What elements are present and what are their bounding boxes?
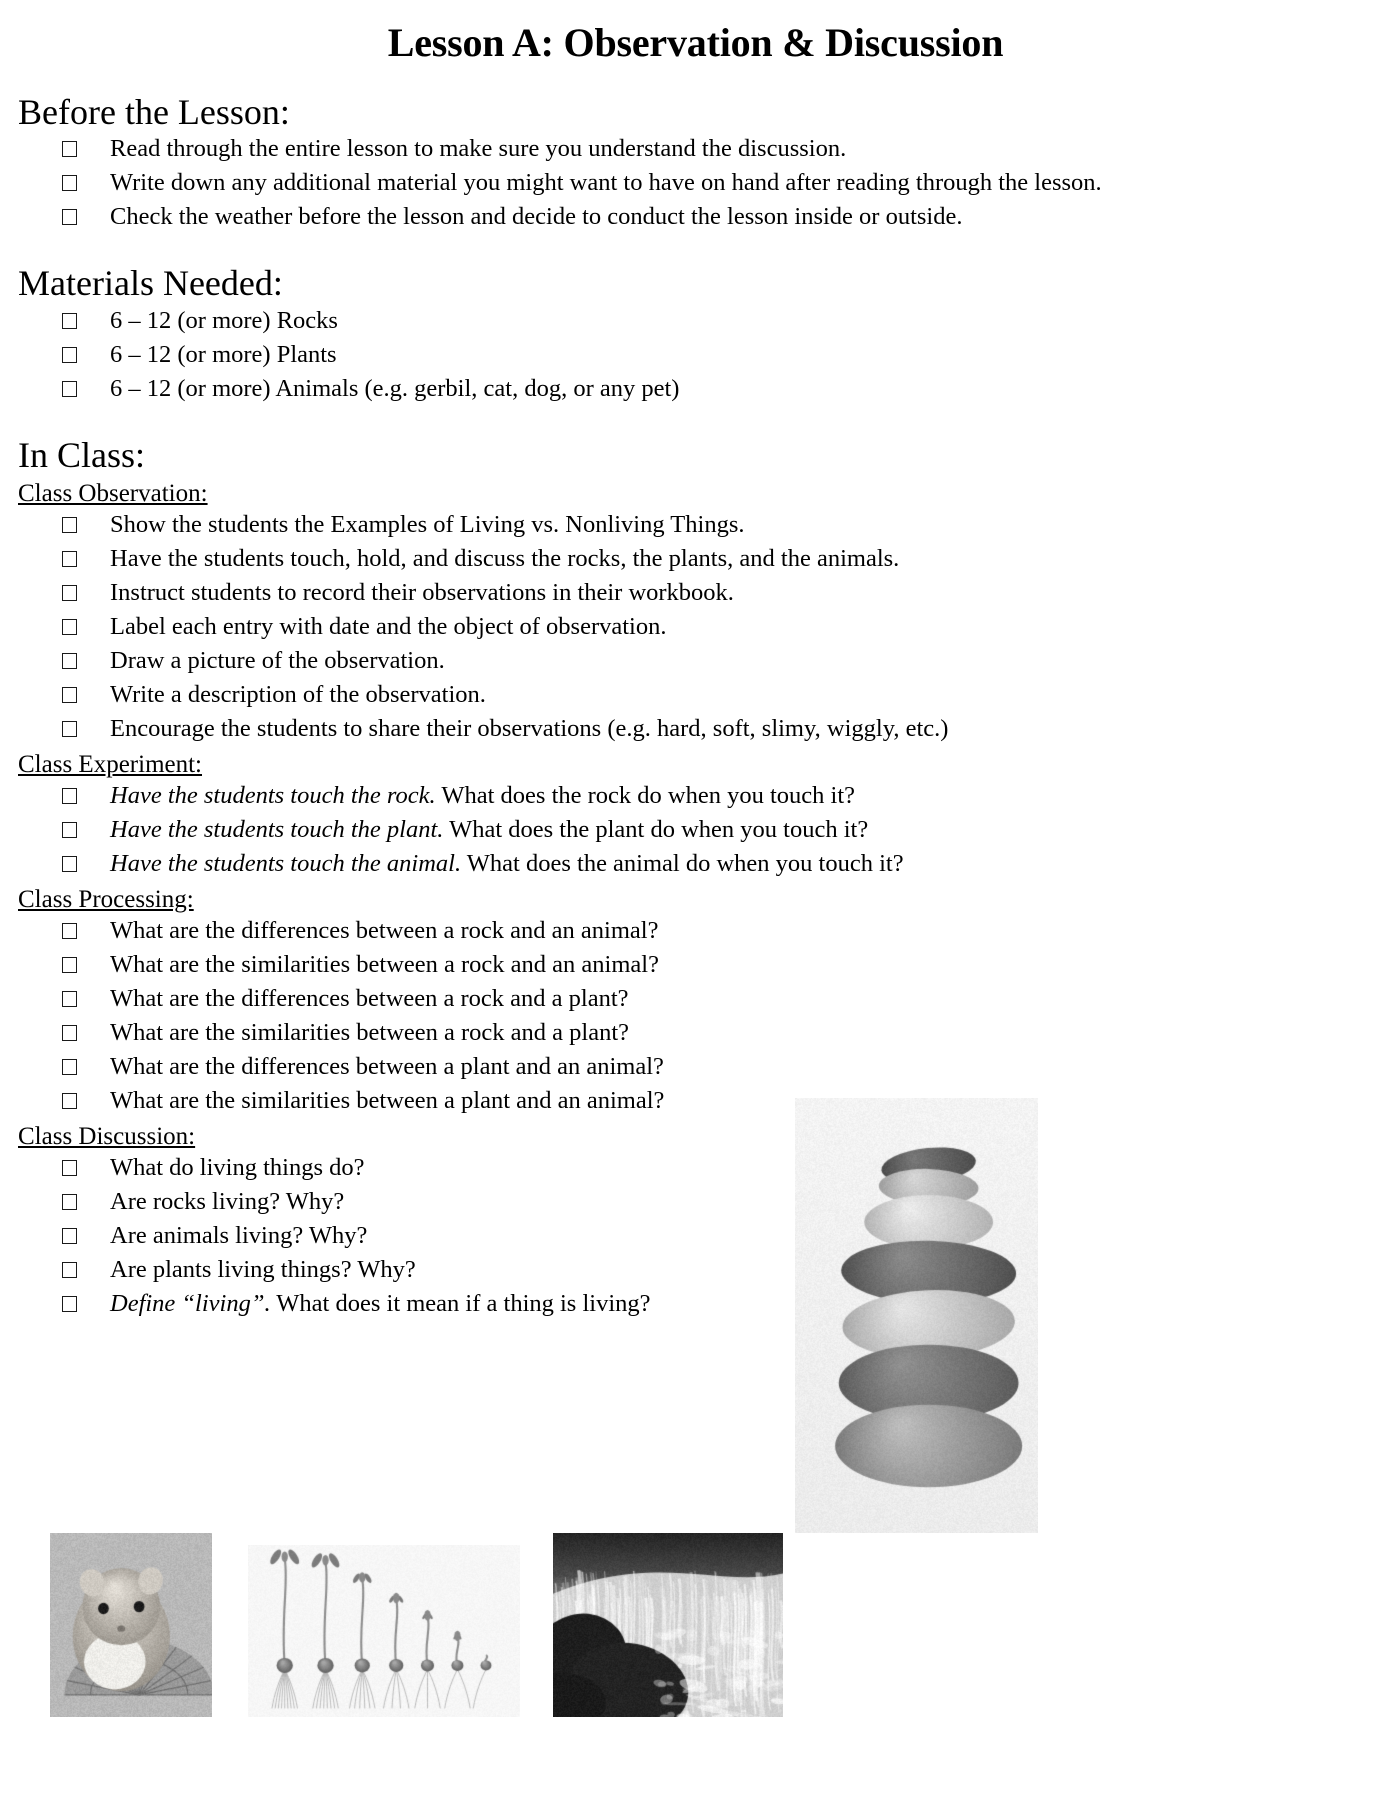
checkbox-icon[interactable] — [62, 822, 77, 838]
checklist-materials-needed — [0, 306, 1050, 405]
list-item-label: Are animals living? Why? — [110, 1221, 368, 1249]
checkbox-icon[interactable] — [62, 619, 77, 635]
checklist-before-the-lesson — [0, 134, 1155, 233]
list-item-label — [110, 815, 1050, 846]
list-item-label — [110, 781, 1050, 812]
list-item-label: 6 – 12 (or more) Plants — [110, 340, 337, 368]
checkbox-icon[interactable] — [62, 923, 77, 939]
list-item-question: What does the rock do when you touch it? — [435, 781, 856, 809]
checkbox-icon[interactable] — [62, 957, 77, 973]
subsection-heading-class-processing: Class Processing: — [18, 885, 194, 913]
list-item-question: What does the animal do when you touch it? — [461, 849, 904, 877]
list-item-label: Have the students touch, hold, and discuss the rocks, the plants, and the animals. — [110, 544, 900, 572]
list-item[interactable] — [0, 578, 1050, 609]
checkbox-icon[interactable] — [62, 517, 77, 533]
list-item[interactable] — [0, 612, 1050, 643]
list-item[interactable] — [0, 916, 1050, 947]
list-item-label: 6 – 12 (or more) Animals (e.g. gerbil, cat, dog, or any pet) — [110, 374, 680, 402]
list-item-label: Instruct students to record their observations in their workbook. — [110, 578, 734, 606]
list-item[interactable] — [0, 984, 1050, 1015]
checkbox-icon[interactable] — [62, 991, 77, 1007]
checklist-class-experiment — [0, 781, 1050, 880]
checkbox-icon[interactable] — [62, 1194, 77, 1210]
list-item-label: Draw a picture of the observation. — [110, 646, 445, 674]
checkbox-icon[interactable] — [62, 175, 77, 191]
subsection-class-discussion — [0, 1120, 1391, 1153]
list-item-label: 6 – 12 (or more) Rocks — [110, 306, 338, 334]
checkbox-icon[interactable] — [62, 1296, 77, 1312]
checkbox-icon[interactable] — [62, 856, 77, 872]
list-item-label: What are the similarities between a rock and an animal? — [110, 950, 659, 978]
checkbox-icon[interactable] — [62, 1160, 77, 1176]
list-item-label: What do living things do? — [110, 1153, 365, 1181]
list-item-label: Are plants living things? Why? — [110, 1255, 416, 1283]
checkbox-icon[interactable] — [62, 141, 77, 157]
hamster-on-wheel-photo — [50, 1533, 212, 1717]
waterfall-over-rocks-photo — [553, 1533, 783, 1717]
list-item-emphasis: Have the students touch the rock. — [110, 781, 436, 809]
bottom-image-strip — [0, 1515, 1391, 1815]
list-item[interactable] — [0, 510, 1050, 541]
list-item[interactable] — [0, 1018, 1050, 1049]
list-item[interactable] — [0, 714, 1050, 745]
list-item-label: Write down any additional material you might want to have on hand after reading through the lesson. — [110, 169, 1102, 197]
list-item[interactable] — [0, 849, 1050, 880]
section-heading-in-class: In Class: — [18, 434, 146, 475]
list-item[interactable] — [0, 815, 1050, 846]
checkbox-icon[interactable] — [62, 313, 77, 329]
checkbox-icon[interactable] — [62, 788, 77, 804]
section-heading-before-the-lesson: Before the Lesson: — [18, 92, 290, 132]
checkbox-icon[interactable] — [62, 653, 77, 669]
list-item[interactable] — [0, 950, 1050, 981]
checkbox-icon[interactable] — [62, 1025, 77, 1041]
checklist-class-observation — [0, 510, 1050, 745]
list-item-label: What are the similarities between a plant and an animal? — [110, 1086, 665, 1114]
list-item-label: What are the differences between a rock and an animal? — [110, 916, 659, 944]
list-item-label: Read through the entire lesson to make sure you understand the discussion. — [110, 135, 847, 163]
list-item[interactable] — [0, 1052, 1050, 1083]
list-item-label: Encourage the students to share their observations (e.g. hard, soft, slimy, wiggly, etc.) — [110, 714, 949, 742]
list-item[interactable] — [0, 340, 1050, 371]
bean-seedlings-growth-stages-photo — [248, 1545, 520, 1717]
checkbox-icon[interactable] — [62, 1059, 77, 1075]
subsection-heading-class-observation: Class Observation: — [18, 479, 208, 507]
list-item-label: What are the differences between a rock and a plant? — [110, 984, 629, 1012]
list-item[interactable] — [0, 544, 1050, 575]
checkbox-icon[interactable] — [62, 347, 77, 363]
list-item[interactable] — [0, 306, 1050, 337]
subsection-class-observation — [0, 477, 1391, 510]
list-item-label: Write a description of the observation. — [110, 680, 486, 708]
checkbox-icon[interactable] — [62, 209, 77, 225]
list-item-emphasis: Have the students touch the animal. — [110, 849, 462, 877]
subsection-class-processing — [0, 883, 1391, 916]
stacked-rocks-photo — [795, 1098, 1038, 1533]
list-item-label — [110, 849, 1050, 880]
list-item-label: What are the differences between a plant and an animal? — [110, 1052, 664, 1080]
list-item[interactable] — [0, 781, 1050, 812]
subsection-heading-class-discussion: Class Discussion: — [18, 1122, 196, 1150]
checkbox-icon[interactable] — [62, 1262, 77, 1278]
list-item[interactable] — [0, 646, 1050, 677]
list-item[interactable] — [0, 202, 1155, 233]
list-item-label: Check the weather before the lesson and decide to conduct the lesson inside or outside. — [110, 203, 963, 231]
document-page — [0, 20, 1391, 1820]
checkbox-icon[interactable] — [62, 687, 77, 703]
checklist-class-processing — [0, 916, 1050, 1117]
subsection-heading-class-experiment: Class Experiment: — [18, 750, 202, 778]
checkbox-icon[interactable] — [62, 585, 77, 601]
list-item[interactable] — [0, 168, 1155, 199]
list-item-label: What are the similarities between a rock and a plant? — [110, 1018, 630, 1046]
page-title: Lesson A: Observation & Discussion — [387, 20, 1004, 65]
checkbox-icon[interactable] — [62, 721, 77, 737]
subsection-class-experiment — [0, 748, 1391, 781]
section-heading-materials-needed: Materials Needed: — [18, 263, 283, 304]
list-item[interactable] — [0, 680, 1050, 711]
list-item[interactable] — [0, 134, 1155, 165]
list-item-emphasis: Have the students touch the plant. — [110, 815, 444, 843]
checkbox-icon[interactable] — [62, 551, 77, 567]
list-item-question: What does the plant do when you touch it? — [443, 815, 869, 843]
checkbox-icon[interactable] — [62, 1093, 77, 1109]
list-item[interactable] — [0, 374, 1050, 405]
list-item-question: What does it mean if a thing is living? — [270, 1289, 651, 1317]
list-item-label: Show the students the Examples of Living vs. Nonliving Things. — [110, 510, 745, 538]
checkbox-icon[interactable] — [62, 381, 77, 397]
list-item-emphasis: Define “living”. — [110, 1289, 271, 1317]
checkbox-icon[interactable] — [62, 1228, 77, 1244]
list-item-label: Are rocks living? Why? — [110, 1187, 345, 1215]
list-item-label: Label each entry with date and the object of observation. — [110, 612, 667, 640]
